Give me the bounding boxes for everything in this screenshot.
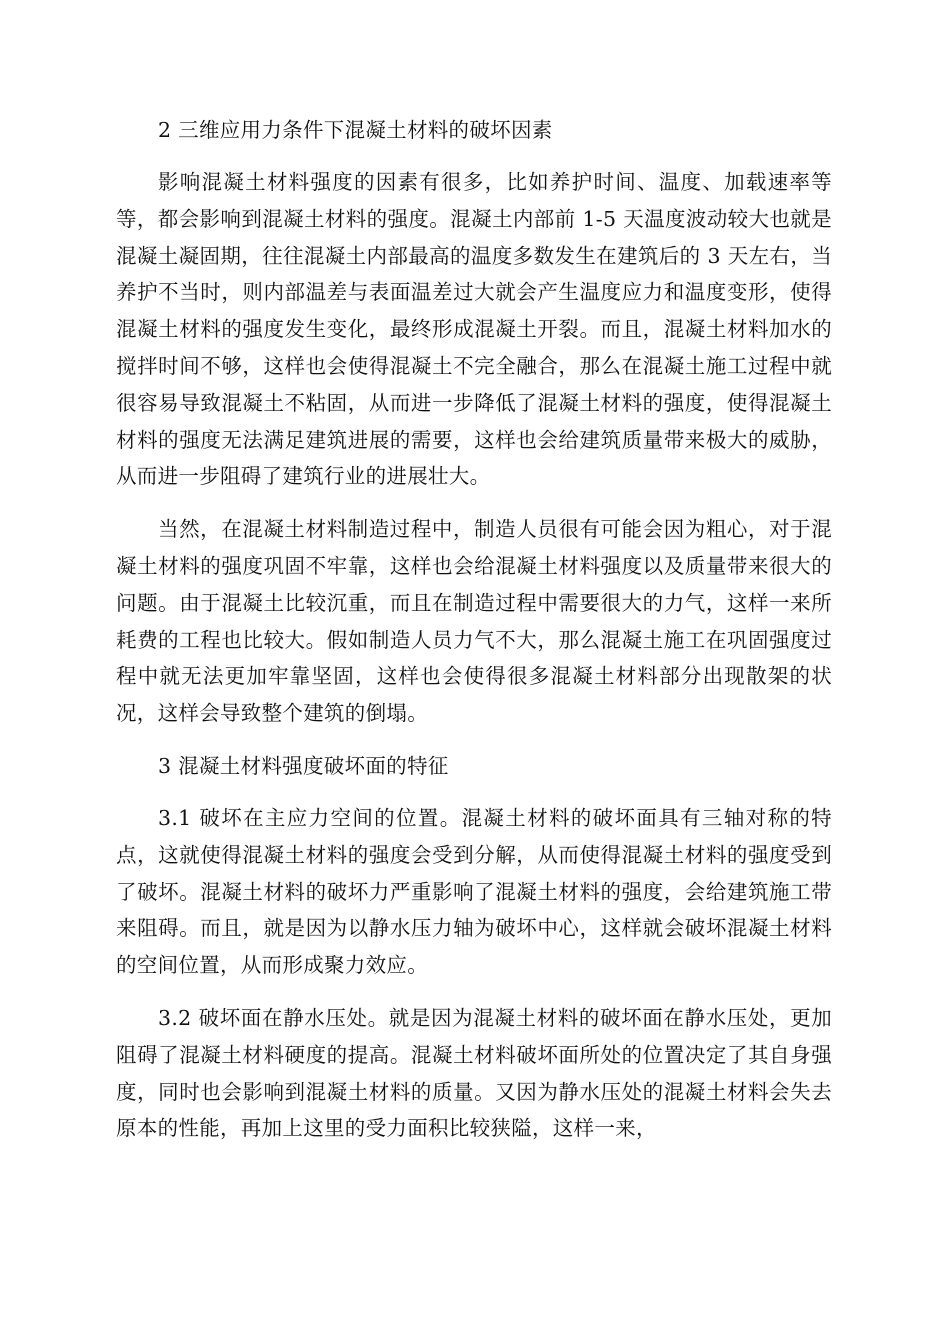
section-3-1-paragraph: 3.1 破坏在主应力空间的位置。混凝土材料的破坏面具有三轴对称的特点，这就使得混凝土材料的强度会受到分解，从而使得混凝土材料的强度受到了破坏。混凝土材料的破坏力严重影响了混凝土材料的强度，会给建筑施工带来阻碍。而且，就是因为以静水压力轴为破坏中心，这样就会破坏混凝土材料的空间位置，从而形成聚力效应。 xyxy=(116,805,832,978)
section-2-heading: 2 三维应用力条件下混凝土材料的破坏因素 xyxy=(158,118,553,142)
document-body xyxy=(116,112,832,1163)
section-3-heading: 3 混凝土材料强度破坏面的特征 xyxy=(158,753,449,778)
section-2-paragraph-2: 当然，在混凝土材料制造过程中，制造人员很有可能会因为粗心，对于混凝土材料的强度巩固不牢靠，这样也会给混凝土材料强度以及质量带来很大的问题。由于混凝土比较沉重，而且在制造过程中需要很大的力气，这样一来所耗费的工程也比较大。假如制造人员力气不大，那么混凝土施工在巩固强度过程中就无法更加牢靠坚固，这样也会使得很多混凝土材料部分出现散架的状况，这样会导致整个建筑的倒塌。 xyxy=(116,517,832,726)
section-2-paragraph-1: 影响混凝土材料强度的因素有很多，比如养护时间、温度、加载速率等等，都会影响到混凝土材料的强度。混凝土内部前 1-5 天温度波动较大也就是混凝土凝固期，往往混凝土内部最高的温度多数发生在建筑后的 3 天左右，当养护不当时，则内部温差与表面温差过大就会产生温度应力和温度变形，使得混凝土材料的强度发生变化，最终形成混凝土开裂。而且，混凝土材料加水的搅拌时间不够，这样也会使得混凝土不完全融合，那么在混凝土施工过程中就很容易导致混凝土不粘固，从而进一步降低了混凝土材料的强度，使得混凝土材料的强度无法满足建筑进展的需要，这样也会给建筑质量带来极大的威胁，从而进一步阻碍了建筑行业的进展壮大。 xyxy=(116,170,832,489)
section-3-2-paragraph: 3.2 破坏面在静水压处。就是因为混凝土材料的破坏面在静水压处，更加阻碍了混凝土材料硬度的提高。混凝土材料破坏面所处的位置决定了其自身强度，同时也会影响到混凝土材料的质量。又因为静水压处的混凝土材料会失去原本的性能，再加上这里的受力面积比较狭隘，这样一来， xyxy=(116,1005,832,1141)
